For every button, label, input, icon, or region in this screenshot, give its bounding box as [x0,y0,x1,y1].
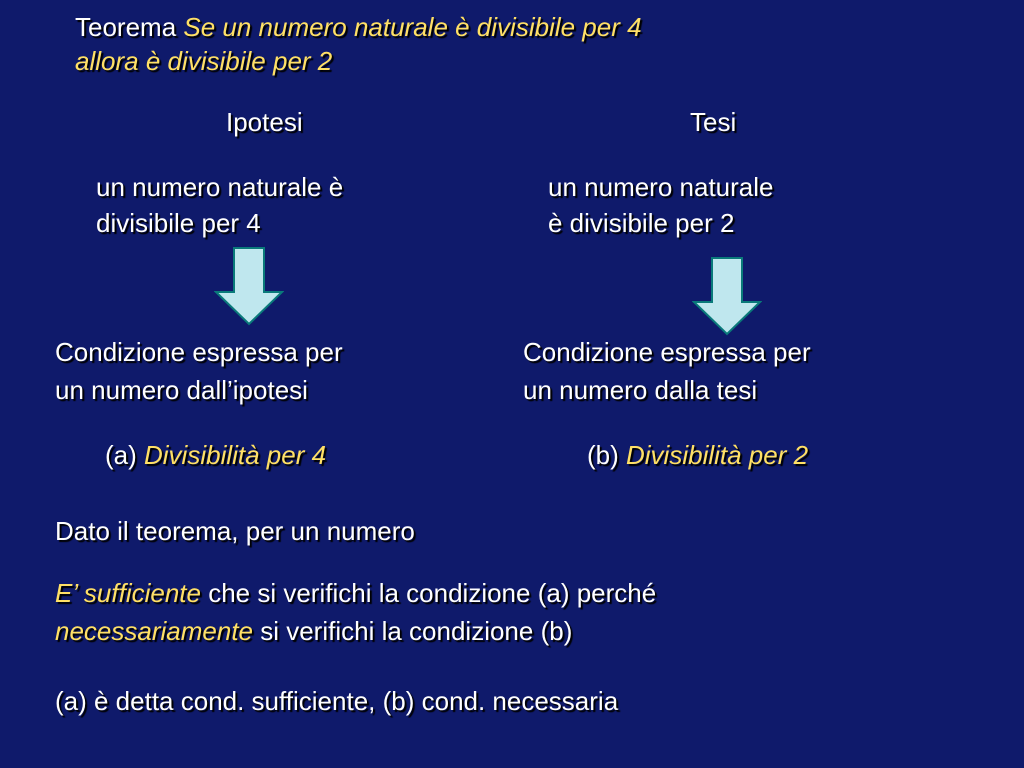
tesi-condition-line1: Condizione espressa per [523,337,811,367]
condition-b-text: Divisibilità per 2 [626,440,809,470]
ipotesi-condition-line1: Condizione espressa per [55,337,343,367]
ipotesi-condition [55,333,343,409]
condition-a-label [105,436,326,474]
title-line1: Se un numero naturale è divisibile per 4 [183,12,642,42]
heading-tesi: Tesi [690,107,737,137]
tesi-statement-line2: è divisibile per 2 [548,208,735,238]
ipotesi-statement [96,169,343,241]
title-prefix: Teorema [75,12,184,42]
conclusion-statement [55,574,656,650]
condition-a-text: Divisibilità per 4 [144,440,327,470]
tesi-condition [523,333,811,409]
ipotesi-condition-line2: un numero dall’ipotesi [55,375,308,405]
ipotesi-statement-line1: un numero naturale è [96,172,344,202]
title-line2: allora è divisibile per 2 [75,46,333,76]
condition-b-prefix: (b) [587,440,626,470]
down-arrow-icon [692,256,762,336]
down-arrow-icon [214,246,284,326]
tesi-statement [548,169,773,241]
conclusion-intro: Dato il teorema, per un numero [55,516,415,546]
sufficiente-highlight: E’ sufficiente [55,578,201,608]
ipotesi-statement-line2: divisibile per 4 [96,208,261,238]
heading-ipotesi: Ipotesi [226,107,303,137]
conclusion-line2-rest: si verifichi la condizione (b) [253,616,573,646]
necessariamente-highlight: necessariamente [55,616,253,646]
condition-b-label [587,436,808,474]
condition-a-prefix: (a) [105,440,144,470]
tesi-condition-line2: un numero dalla tesi [523,375,758,405]
conclusion-line1-rest: che si verifichi la condizione (a) perché [200,578,657,608]
slide-title [75,10,642,78]
tesi-statement-line1: un numero naturale [548,172,774,202]
conclusion-summary: (a) è detta cond. sufficiente, (b) cond. necessaria [55,686,619,716]
